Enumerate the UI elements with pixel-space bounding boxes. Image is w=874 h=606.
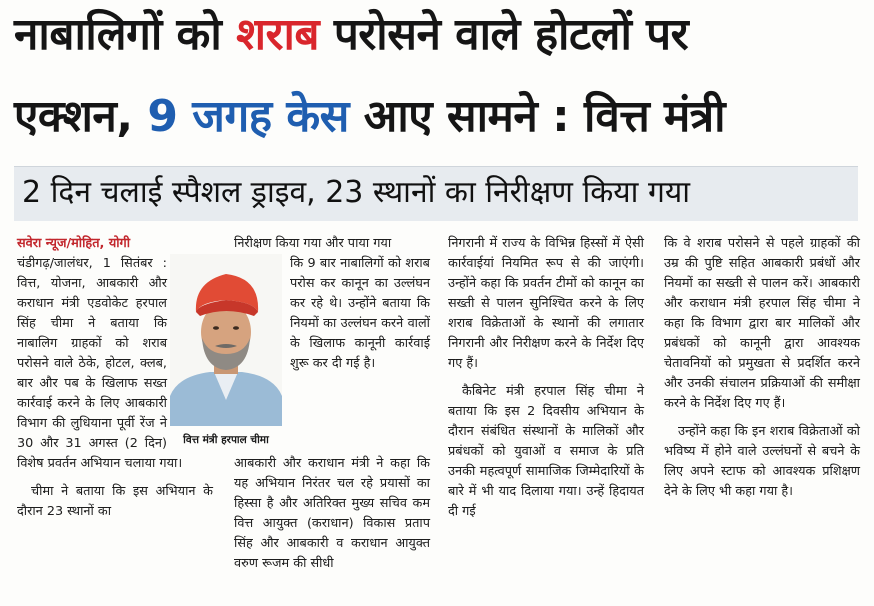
- photo-caption: वित्त मंत्री हरपाल चीमा: [170, 430, 282, 450]
- headline-text: आए सामने : वित्त मंत्री: [348, 91, 726, 142]
- byline: सवेरा न्यूज/मोहित, योगी: [17, 236, 131, 251]
- portrait-photo: [170, 254, 282, 426]
- column-2-below-photo: आबकारी और कराधान मंत्री ने कहा कि यह अभियान निरंतर चल रहे प्रयासों का हिस्सा है और अतिरिक्त मुख्य सचिव कम वित्त आयुक्त (कराधान) विकास प्रताप सिंह और आबकारी व कराधान आयुक्त वरुण रूजम की सीधी: [234, 456, 430, 571]
- column-1-paragraph-1: चंडीगढ़/जालंधर, 1 सितंबर : वित्त, योजना, आबकारी और कराधान मंत्री एडवोकेट हरपाल सिंह चीमा ने बताया कि नाबालिग ग्राहकों को शराब परोसने वाले ठेके, होटल, क्लब, बार और पब के खिलाफ सख्त कार्रवाई करने के लिए आबकारी विभाग की लुधियाना पूर्वी रेंज ने 30 और 31 अगस्त (2 दिन) विशेष प्रवर्तन अभियान चलाया गया।: [17, 256, 183, 471]
- column-1-paragraph-2: चीमा ने बताया कि इस अभियान के दौरान 23 स्थानों का: [17, 484, 213, 519]
- subheadline: 2 दिन चलाई स्पैशल ड्राइव, 23 स्थानों का निरीक्षण किया गया: [22, 175, 691, 210]
- headline-text: परोसने वाले होटलों पर: [319, 9, 689, 60]
- column-2-beside-photo: कि 9 बार नाबालिगों को शराब परोस कर कानून का उल्लंघन कर रहे थे। उन्होंने बताया कि नियमों का उल्लंघन करने वालों के खिलाफ कानूनी कार्रवाई शुरू कर दी गई है।: [290, 256, 430, 371]
- column-4-paragraph-1: कि वे शराब परोसने से पहले ग्राहकों की उम्र की पुष्टि सहित आबकारी प्रबंधों और नियमों का सख्ती से पालन करें। आबकारी और कराधान मंत्री हरपाल सिंह चीमा ने कहा कि विभाग द्वारा बार मालिकों और प्रबंधकों को कानूनी द्वारा आवश्यक चेतावनियों को प्रमुखता से प्रदर्शित करने और उनकी संचालन प्रक्रियाओं की समीक्षा करने के निर्देश दिए गए हैं।: [664, 236, 860, 411]
- headline-text: नाबालिगों को: [14, 9, 237, 60]
- column-3-paragraph-1: निगरानी में राज्य के विभिन्न हिस्सों में ऐसी कार्रवाईयां नियमित रूप से की जाएंगी। उन्होंने कहा कि प्रवर्तन टीमों को कानून का सख्ती से पालन सुनिश्चित करने के लिए शराब विक्रेताओं के स्थानों की लगातार निगरानी और निरीक्षण करने के निर्देश दिए गए हैं।: [448, 236, 644, 371]
- article-column-4: [664, 234, 860, 502]
- headline-highlight-blue: 9 जगह केस: [147, 91, 349, 142]
- column-2-top-line: निरीक्षण किया गया और पाया गया: [234, 236, 392, 251]
- headline-text: एक्शन,: [14, 91, 148, 142]
- column-3-paragraph-2: कैबिनेट मंत्री हरपाल सिंह चीमा ने बताया कि इस 2 दिवसीय अभियान के दौरान संबंधित संस्थानों के मालिकों और प्रबंधकों को युवाओं व समाज के प्रति उनकी महत्वपूर्ण सामाजिक जिम्मेदारियों के बारे में भी याद दिलाया गया। उन्हें हिदायत दी गई: [448, 384, 644, 519]
- headline-line-1: [14, 8, 864, 62]
- headline-line-2: [14, 90, 864, 144]
- portrait-photo-icon: [170, 254, 282, 426]
- column-4-paragraph-2: उन्होंने कहा कि इन शराब विक्रेताओं को भविष्य में होने वाले उल्लंघनों से बचने के लिए अपने स्टाफ को आवश्यक प्रशिक्षण देने के लिए भी कहा गया है।: [664, 424, 860, 499]
- article-column-3: [448, 234, 644, 522]
- headline-highlight-red: शराब: [236, 9, 319, 60]
